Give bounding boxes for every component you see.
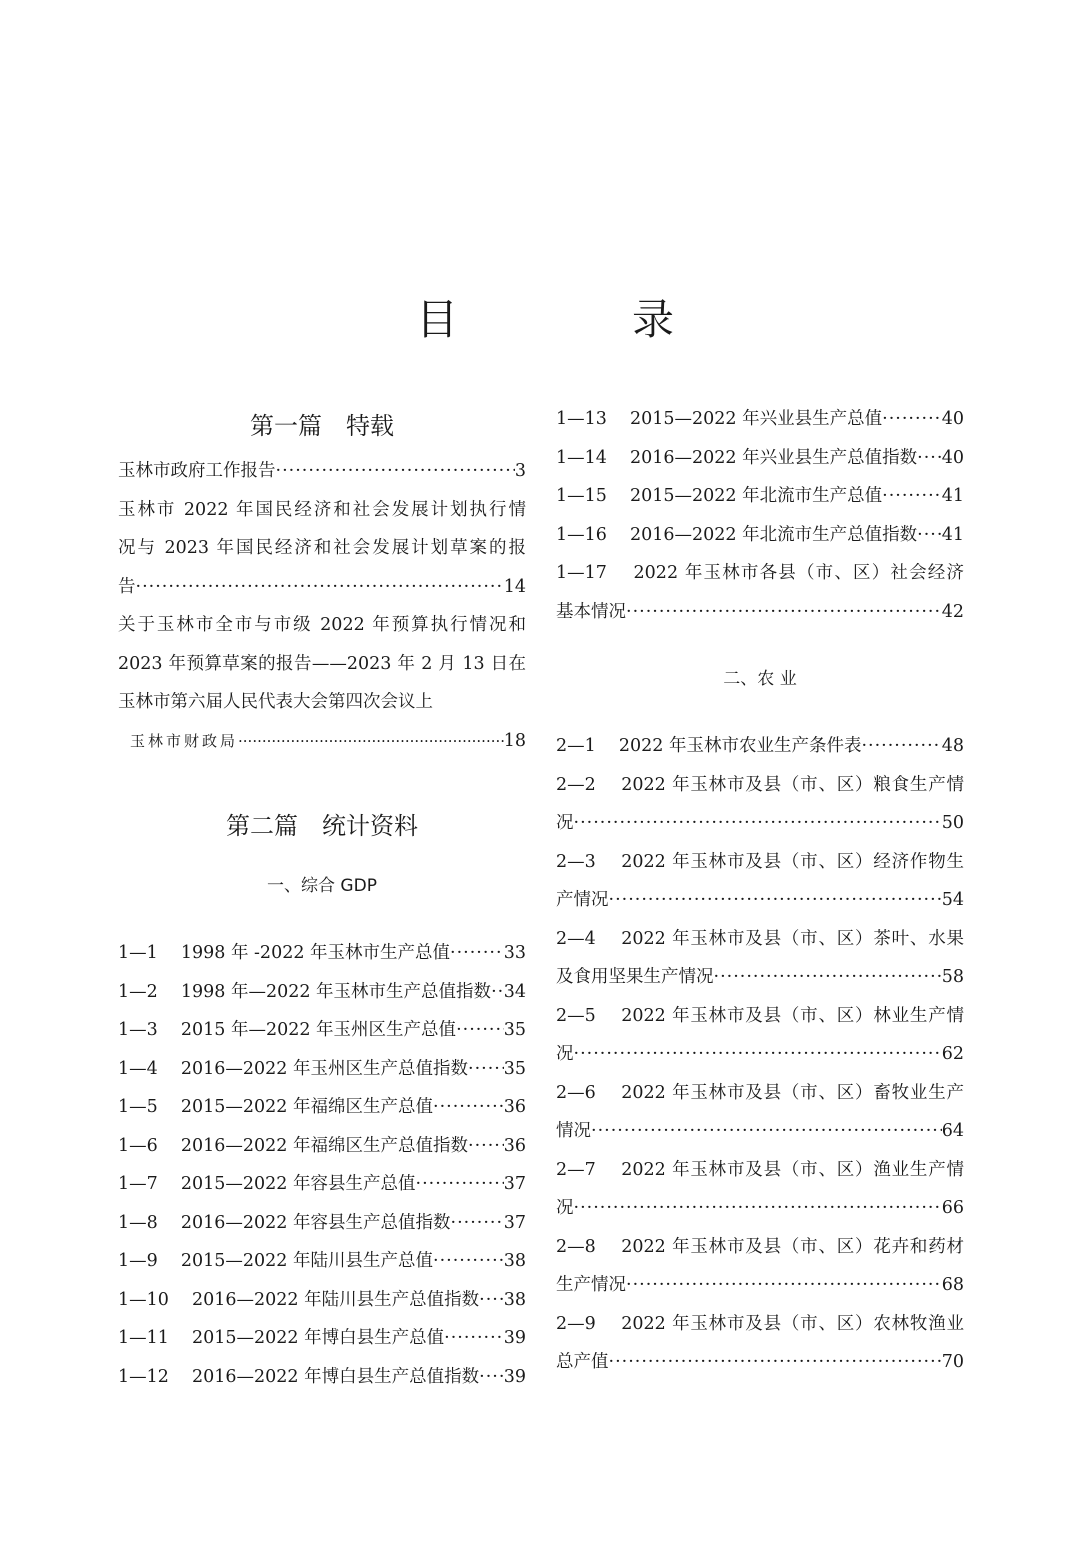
entry-page: 42 xyxy=(941,601,964,622)
toc-entry[interactable] xyxy=(118,1050,526,1089)
entry-number: 1—9 xyxy=(118,1251,158,1271)
entry-page: 58 xyxy=(941,967,964,987)
toc-entry[interactable] xyxy=(118,1358,526,1397)
leader-dots xyxy=(609,1343,942,1382)
entry-text: 2015 年—2022 年玉州区生产总值 xyxy=(180,1020,457,1040)
toc-entry[interactable] xyxy=(556,727,964,766)
gdp-subheading: 一、综合 GDP xyxy=(267,876,377,896)
entry-title xyxy=(118,1127,468,1166)
entry-title-line: 2—7 2022 年玉林市及县（市、区）渔业生产情 xyxy=(556,1159,964,1180)
entry-title-line: 基本情况 xyxy=(556,601,626,622)
entry-title-line: 2—6 2022 年玉林市及县（市、区）畜牧业生产 xyxy=(556,1082,964,1103)
entry-title-line: 生产情况 xyxy=(556,1275,626,1295)
toc-entry[interactable] xyxy=(556,1151,964,1228)
entry-text: 1998 年 -2022 年玉林市生产总值 xyxy=(180,943,451,963)
leader-dots xyxy=(456,1011,504,1050)
leader-dots xyxy=(574,804,942,843)
entry-text: 1998 年—2022 年玉林市生产总值指数 xyxy=(180,981,492,1002)
leader-dots xyxy=(574,1035,942,1074)
entry-title-line: 告 xyxy=(118,576,136,597)
entry-title xyxy=(556,439,917,478)
toc-entry[interactable] xyxy=(556,766,964,843)
toc-entry[interactable] xyxy=(118,606,526,760)
entry-title xyxy=(118,1242,433,1281)
leader-dots xyxy=(136,568,504,607)
entry-title-line: 玉林市第六届人民代表大会第四次会议上 xyxy=(118,692,433,712)
entry-title xyxy=(556,727,861,766)
leader-dots xyxy=(591,1112,942,1151)
leader-dots xyxy=(416,1165,504,1204)
entry-number: 1—10 xyxy=(118,1289,169,1310)
entry-page: 37 xyxy=(503,1212,526,1233)
leader-dots xyxy=(238,722,504,761)
entry-title-line: 及食用坚果生产情况 xyxy=(556,967,714,987)
toc-entry[interactable] xyxy=(118,1165,526,1204)
entry-page: 64 xyxy=(941,1121,964,1141)
entry-title-line: 2—4 2022 年玉林市及县（市、区）茶叶、水果 xyxy=(556,928,964,949)
toc-entry[interactable] xyxy=(556,477,964,516)
entry-title-line: 2—8 2022 年玉林市及县（市、区）花卉和药材 xyxy=(556,1236,964,1257)
leader-dots xyxy=(468,1127,504,1166)
toc-entry[interactable] xyxy=(556,1305,964,1382)
entry-title xyxy=(118,934,450,973)
toc-entry[interactable] xyxy=(556,1228,964,1305)
leader-dots xyxy=(468,1050,504,1089)
entry-page: 50 xyxy=(941,813,964,833)
entry-text: 2016—2022 年玉州区生产总值指数 xyxy=(180,1058,468,1079)
toc-entry[interactable] xyxy=(118,1204,526,1243)
agri-subheading: 二、农 业 xyxy=(723,669,797,689)
entry-text: 2015—2022 年容县生产总值 xyxy=(180,1174,416,1194)
toc-entry[interactable] xyxy=(118,1242,526,1281)
entry-number: 1—14 xyxy=(556,447,607,468)
entry-title-line: 产情况 xyxy=(556,890,609,910)
author-line xyxy=(118,722,526,761)
entry-title xyxy=(118,1319,444,1358)
entry-title-line: 1—17 2022 年玉林市各县（市、区）社会经济 xyxy=(556,563,964,583)
entry-text: 2022 年玉林市农业生产条件表 xyxy=(618,736,862,756)
entry-title-line: 玉林市 2022 年国民经济和社会发展计划执行情 xyxy=(118,499,526,520)
entry-title xyxy=(118,1165,416,1204)
entry-page: 48 xyxy=(941,736,964,756)
entry-number: 1—11 xyxy=(118,1328,169,1348)
entry-page: 36 xyxy=(503,1097,526,1117)
entry-text: 2016—2022 年陆川县生产总值指数 xyxy=(191,1289,480,1310)
toc-entry[interactable] xyxy=(118,452,526,491)
entry-page: 38 xyxy=(503,1251,526,1271)
entry-number: 1—2 xyxy=(118,981,158,1002)
leader-dots xyxy=(882,477,942,516)
toc-entry[interactable] xyxy=(118,1011,526,1050)
toc-entry[interactable] xyxy=(556,400,964,439)
entry-page: 37 xyxy=(503,1174,526,1194)
entry-title xyxy=(556,516,917,555)
entry-page: 38 xyxy=(503,1289,526,1310)
entry-text: 2015—2022 年兴业县生产总值 xyxy=(629,409,883,429)
entry-title-line: 2—2 2022 年玉林市及县（市、区）粮食生产情 xyxy=(556,774,964,795)
entry-text: 2016—2022 年容县生产总值指数 xyxy=(180,1212,451,1233)
entry-text: 2015—2022 年北流市生产总值 xyxy=(629,486,883,506)
toc-right-column xyxy=(556,400,964,1382)
toc-entry[interactable] xyxy=(118,1281,526,1320)
entry-title xyxy=(118,1050,468,1089)
entry-number: 1—4 xyxy=(118,1058,158,1079)
entry-page: 39 xyxy=(503,1328,526,1348)
toc-entry[interactable] xyxy=(556,843,964,920)
part1-heading: 第一篇 特载 xyxy=(250,412,394,440)
entry-page: 18 xyxy=(503,730,526,751)
entry-page: 70 xyxy=(941,1352,964,1372)
entry-number: 2—1 xyxy=(556,736,596,756)
entry-number: 1—5 xyxy=(118,1097,158,1117)
leader-dots xyxy=(276,452,515,491)
entry-text: 2015—2022 年博白县生产总值 xyxy=(191,1328,445,1348)
leader-dots xyxy=(433,1088,504,1127)
toc-entry[interactable] xyxy=(556,554,964,631)
entry-page: 41 xyxy=(941,524,964,545)
entry-text: 2016—2022 年兴业县生产总值指数 xyxy=(629,447,918,468)
entry-page: 39 xyxy=(503,1366,526,1387)
toc-entry[interactable] xyxy=(118,1088,526,1127)
entry-number: 1—1 xyxy=(118,943,158,963)
entry-number: 1—16 xyxy=(556,524,607,545)
leader-dots xyxy=(626,593,942,632)
entry-number: 1—7 xyxy=(118,1174,158,1194)
leader-dots xyxy=(479,1358,504,1397)
toc-entry[interactable] xyxy=(118,1127,526,1166)
entry-number: 1—15 xyxy=(556,486,607,506)
entry-title-line: 2023 年预算草案的报告——2023 年 2 月 13 日在 xyxy=(118,653,526,674)
toc-entry[interactable] xyxy=(118,491,526,607)
entry-title xyxy=(118,1204,451,1243)
leader-dots xyxy=(917,516,942,555)
entry-number: 1—13 xyxy=(556,409,607,429)
entry-page: 40 xyxy=(941,409,964,429)
entry-text: 2015—2022 年福绵区生产总值 xyxy=(180,1097,433,1117)
toc-entry[interactable] xyxy=(556,920,964,997)
entry-page: 14 xyxy=(503,576,526,597)
toc-entry[interactable] xyxy=(118,934,526,973)
leader-dots xyxy=(861,727,941,766)
leader-dots xyxy=(917,439,942,478)
entry-author: 玉林市财政局 xyxy=(130,731,239,750)
toc-entry[interactable] xyxy=(118,973,526,1012)
toc-left-column xyxy=(118,400,526,1396)
entry-title-line: 总产值 xyxy=(556,1352,609,1372)
entry-text: 2016—2022 年北流市生产总值指数 xyxy=(629,524,918,545)
toc-entry[interactable] xyxy=(556,997,964,1074)
toc-entry[interactable] xyxy=(556,439,964,478)
entry-page: 35 xyxy=(503,1020,526,1040)
leader-dots xyxy=(609,881,942,920)
toc-entry[interactable] xyxy=(118,1319,526,1358)
entry-text: 2016—2022 年福绵区生产总值指数 xyxy=(180,1135,468,1156)
entry-title-line: 关于玉林市全市与市级 2022 年预算执行情况和 xyxy=(118,615,526,635)
entry-page: 34 xyxy=(503,981,526,1002)
entry-title xyxy=(118,1281,479,1320)
entry-page: 54 xyxy=(941,890,964,910)
entry-page: 35 xyxy=(503,1058,526,1079)
entry-page: 3 xyxy=(514,461,526,481)
leader-dots xyxy=(882,400,942,439)
entry-page: 36 xyxy=(503,1135,526,1156)
entry-title xyxy=(118,1088,433,1127)
entry-title-line: 2—5 2022 年玉林市及县（市、区）林业生产情 xyxy=(556,1005,964,1026)
leader-dots xyxy=(433,1242,504,1281)
gdp-entry-list xyxy=(118,934,526,1396)
entry-title-line: 况 xyxy=(556,1198,574,1218)
entry-number: 1—6 xyxy=(118,1135,158,1156)
entry-page: 62 xyxy=(941,1044,964,1064)
entry-title xyxy=(118,1011,456,1050)
entry-title-line: 况 xyxy=(556,1044,574,1064)
entry-number: 1—12 xyxy=(118,1366,169,1387)
toc-entry[interactable] xyxy=(556,516,964,555)
entry-title-line: 况 xyxy=(556,813,574,833)
leader-dots xyxy=(574,1189,942,1228)
entry-title: 玉林市政府工作报告 xyxy=(118,461,276,481)
leader-dots xyxy=(714,958,942,997)
entry-page: 66 xyxy=(941,1198,964,1218)
entry-title-line: 况与 2023 年国民经济和社会发展计划草案的报 xyxy=(118,538,526,558)
entry-title xyxy=(118,973,491,1012)
entry-title xyxy=(556,477,882,516)
entry-page: 40 xyxy=(941,447,964,468)
leader-dots xyxy=(451,1204,504,1243)
entry-title-line: 情况 xyxy=(556,1121,591,1141)
entry-number: 1—8 xyxy=(118,1212,158,1233)
part2-heading: 第二篇 统计资料 xyxy=(226,812,418,840)
agri-entry-list xyxy=(556,766,964,1382)
entry-page: 68 xyxy=(941,1275,964,1295)
entry-page: 41 xyxy=(941,486,964,506)
entry-text: 2015—2022 年陆川县生产总值 xyxy=(180,1251,433,1271)
entry-title-line: 2—3 2022 年玉林市及县（市、区）经济作物生 xyxy=(556,851,964,872)
toc-entry[interactable] xyxy=(556,1074,964,1151)
entry-number: 1—3 xyxy=(118,1020,158,1040)
entry-title-line: 2—9 2022 年玉林市及县（市、区）农林牧渔业 xyxy=(556,1313,964,1334)
leader-dots xyxy=(444,1319,504,1358)
leader-dots xyxy=(626,1266,942,1305)
entry-text: 2016—2022 年博白县生产总值指数 xyxy=(191,1366,480,1387)
entry-page: 33 xyxy=(503,943,526,963)
leader-dots xyxy=(491,973,504,1012)
page-title: 目 录 xyxy=(415,295,740,344)
leader-dots xyxy=(479,1281,504,1320)
leader-dots xyxy=(450,934,504,973)
entry-title xyxy=(118,1358,479,1397)
entry-title xyxy=(556,400,882,439)
gdp-entry-list xyxy=(556,400,964,554)
